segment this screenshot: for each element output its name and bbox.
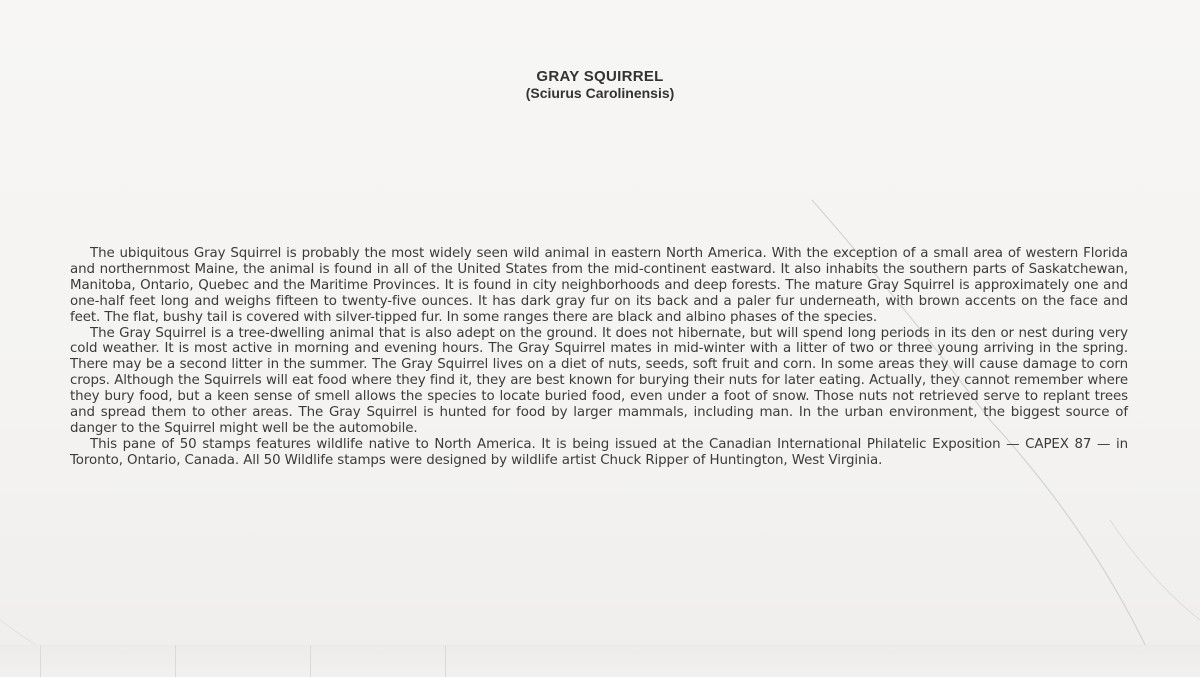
paragraph-range: The ubiquitous Gray Squirrel is probably the most widely seen wild animal in eastern North America. With the exception of a small area of western Florida and northernmost Maine, the animal is found in all of the United States from the mid-continent eastward. It also inhabits the southern parts of Saskatchewan, Manitoba, Ontario, Quebec and the Maritime Provinces. It is found in city neighborhoods and deep forests. The mature Gray Squirrel is approximately one and one-half feet long and weighs fifteen to twenty-five ounces. It has dark gray fur on its back and a paler fur underneath, with brown accents on the face and feet. The flat, bushy tail is covered with silver-tipped fur. In some ranges there are black and albino phases of the species. xyxy=(70,246,1128,325)
scientific-name: (Sciurus Carolinensis) xyxy=(525,85,675,101)
paragraph-stamp-issue: This pane of 50 stamps features wildlife native to North America. It is being issued at the Canadian International Philatelic Exposition — CAPEX 87 — in Toronto, Ontario, Canada. All 50 Wildlife stamps were designed by wildlife artist Chuck Ripper of Huntington, West Virginia. xyxy=(70,436,1128,468)
paragraph-behavior: The Gray Squirrel is a tree-dwelling animal that is also adept on the ground. It does not hibernate, but will spend long periods in its den or nest during very cold weather. It is most active in morning and evening hours. The Gray Squirrel mates in mid-winter with a litter of two or three young arriving in the spring. There may be a second litter in the summer. The Gray Squirrel lives on a diet of nuts, seeds, soft fruit and corn. In some areas they will cause damage to corn crops. Although the Squirrels will eat food where they find it, they are best known for burying their nuts for later eating. Actually, they cannot remember where they bury food, but a keen sense of smell allows the species to locate buried food, even under a foot of snow. Those nuts not retrieved serve to replant trees and spread them to other areas. The Gray Squirrel is hunted for food by larger mammals, including man. In the urban environment, the biggest source of danger to the Squirrel might well be the automobile. xyxy=(70,325,1128,436)
heading-block xyxy=(0,68,1200,102)
description-text xyxy=(70,246,1128,469)
page-title: GRAY SQUIRREL xyxy=(536,68,664,85)
envelope-bottom-flap xyxy=(0,645,1200,677)
